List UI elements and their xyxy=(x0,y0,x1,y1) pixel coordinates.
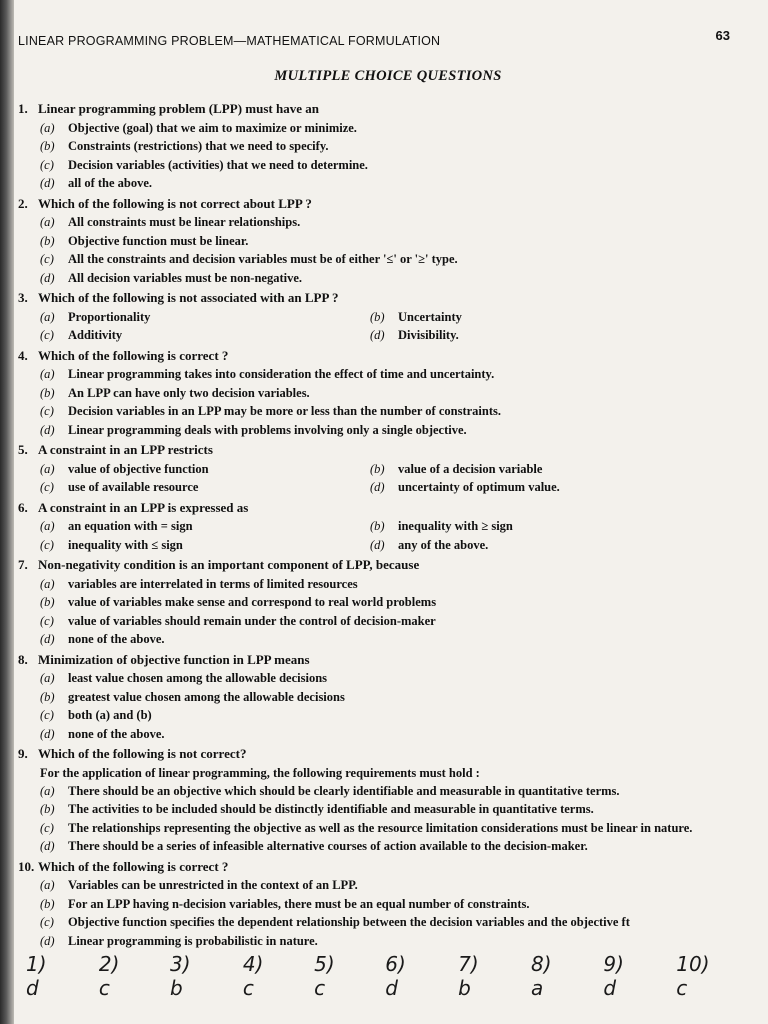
question-8 xyxy=(18,651,738,744)
option-text: All the constraints and decision variables must be of either '≤' or '≥' type. xyxy=(68,252,458,266)
option xyxy=(40,269,738,288)
question-number: 7. xyxy=(18,557,28,572)
question-list xyxy=(18,100,738,952)
option-letter: (c) xyxy=(40,252,54,266)
option xyxy=(40,174,738,193)
option-letter: (a) xyxy=(40,120,55,135)
option-text: All constraints must be linear relationships. xyxy=(68,215,301,229)
option xyxy=(40,837,738,856)
option-letter: (b) xyxy=(40,233,55,248)
question-text: Which of the following is correct ? xyxy=(38,858,229,874)
handwritten-answer: 5) c xyxy=(314,952,335,1000)
option-text: Uncertainty xyxy=(398,309,462,324)
running-head: LINEAR PROGRAMMING PROBLEM—MATHEMATICAL FORMULATION xyxy=(18,34,441,48)
handwritten-answer: 7) b xyxy=(458,952,479,1000)
option xyxy=(40,213,738,232)
option xyxy=(40,895,738,914)
option-letter: (b) xyxy=(40,385,55,400)
question-text: Minimization of objective function in LPP means xyxy=(38,651,310,667)
handwritten-answer: 9) d xyxy=(603,952,624,1000)
option xyxy=(370,478,700,497)
option-text: inequality with ≤ sign xyxy=(68,537,183,552)
question-number: 10. xyxy=(18,858,35,874)
options xyxy=(18,669,738,743)
option-text: Decision variables in an LPP may be more or less than the number of constraints. xyxy=(68,404,501,418)
option-letter: (d) xyxy=(40,726,55,741)
option-text: least value chosen among the allowable decisions xyxy=(68,671,328,685)
option xyxy=(40,725,738,744)
question-2 xyxy=(18,195,738,288)
option-letter: (c) xyxy=(40,404,54,418)
option-text: none of the above. xyxy=(68,726,165,741)
option-text: An LPP can have only two decision variables. xyxy=(68,385,310,400)
question-3 xyxy=(18,289,738,345)
option xyxy=(370,536,700,555)
option-text: an equation with = sign xyxy=(68,519,193,533)
options xyxy=(18,308,738,345)
option-letter: (a) xyxy=(40,519,55,533)
option xyxy=(40,669,738,688)
option-letter: (b) xyxy=(370,309,385,324)
handwritten-answer: 6) d xyxy=(385,952,406,1000)
handwritten-answer: 3) b xyxy=(170,952,191,1000)
question-text: Which of the following is not associated with an LPP ? xyxy=(38,290,339,305)
question-7 xyxy=(18,556,738,649)
option-letter: (c) xyxy=(40,537,54,552)
option-text: inequality with ≥ sign xyxy=(398,519,513,533)
option xyxy=(40,876,738,895)
section-title: MULTIPLE CHOICE QUESTIONS xyxy=(274,68,502,84)
option-text: value of variables should remain under the control of decision-maker xyxy=(68,613,436,628)
option-text: Proportionality xyxy=(68,309,151,324)
option-letter: (b) xyxy=(40,689,55,704)
handwritten-answer: 2) c xyxy=(98,952,120,1000)
question-1 xyxy=(18,100,738,193)
option xyxy=(40,630,738,649)
question-text: Which of the following is correct ? xyxy=(38,347,229,363)
option-letter: (a) xyxy=(40,878,55,892)
question-6 xyxy=(18,499,738,555)
handwritten-answer: 10) c xyxy=(676,952,710,1000)
option-text: Linear programming deals with problems involving only a single objective. xyxy=(68,422,467,437)
option-letter: (c) xyxy=(40,915,54,929)
option-text: There should be an objective which should be clearly identifiable and measurable in quantitative terms. xyxy=(68,783,620,798)
question-text: A constraint in an LPP restricts xyxy=(38,442,213,457)
question-text: A constraint in an LPP is expressed as xyxy=(38,499,249,515)
option-letter: (d) xyxy=(370,537,385,552)
question-text: Linear programming problem (LPP) must have an xyxy=(38,101,319,116)
question-number: 4. xyxy=(18,347,28,363)
options xyxy=(18,782,738,856)
option-letter: (d) xyxy=(370,480,385,494)
option xyxy=(370,517,700,536)
option-text: Constraints (restrictions) that we need to specify. xyxy=(68,139,329,153)
question-9 xyxy=(18,745,738,856)
option xyxy=(40,913,738,932)
question-text: Which of the following is not correct about LPP ? xyxy=(38,195,312,211)
option-letter: (b) xyxy=(40,896,55,911)
option-text: value of objective function xyxy=(68,461,209,476)
option xyxy=(40,384,738,403)
option-letter: (a) xyxy=(40,367,55,381)
option xyxy=(370,326,700,345)
option-text: All decision variables must be non-negative. xyxy=(68,270,303,285)
option-text: Additivity xyxy=(68,328,123,342)
option-text: value of a decision variable xyxy=(398,461,543,476)
book-page xyxy=(18,0,758,1024)
question-intro: For the application of linear programming, the following requirements must hold : xyxy=(40,765,480,780)
options xyxy=(18,517,738,554)
option xyxy=(40,612,738,631)
option-text: Variables can be unrestricted in the context of an LPP. xyxy=(68,878,358,892)
option xyxy=(370,460,700,479)
option-text: Divisibility. xyxy=(398,328,459,342)
option xyxy=(40,308,370,327)
option xyxy=(370,308,700,327)
question-number: 9. xyxy=(18,746,28,761)
question-4 xyxy=(18,347,738,440)
option xyxy=(40,932,738,951)
options xyxy=(18,876,738,950)
option-text: greatest value chosen among the allowable decisions xyxy=(68,689,345,704)
option xyxy=(40,402,738,421)
option xyxy=(40,232,738,251)
handwritten-answer: 1) d xyxy=(26,952,47,1000)
option xyxy=(40,593,738,612)
options xyxy=(18,365,738,439)
option xyxy=(40,575,738,594)
option-letter: (d) xyxy=(40,422,55,437)
option-text: variables are interrelated in terms of limited resources xyxy=(68,576,358,591)
option-text: any of the above. xyxy=(398,537,489,552)
option-text: use of available resource xyxy=(68,480,199,494)
options xyxy=(18,575,738,649)
option-letter: (a) xyxy=(40,783,55,798)
option-letter: (a) xyxy=(40,671,55,685)
option-text: The activities to be included should be distinctly identifiable and measurable in quantitative terms. xyxy=(68,802,594,816)
option xyxy=(40,421,738,440)
option-text: Objective function must be linear. xyxy=(68,233,249,248)
option-letter: (d) xyxy=(40,176,55,190)
option-letter: (b) xyxy=(40,595,55,609)
question-number: 6. xyxy=(18,499,28,515)
option xyxy=(40,706,738,725)
option-letter: (b) xyxy=(370,519,385,533)
option-text: both (a) and (b) xyxy=(68,708,152,722)
option-letter: (c) xyxy=(40,613,54,628)
question-number: 1. xyxy=(18,101,28,116)
option-text: For an LPP having n-decision variables, there must be an equal number of constraints. xyxy=(68,896,530,911)
option-letter: (b) xyxy=(40,802,55,816)
option-letter: (c) xyxy=(40,480,54,494)
option xyxy=(40,156,738,175)
option-text: Objective function specifies the dependent relationship between the decision variables and the objective ft xyxy=(68,915,630,929)
option-text: none of the above. xyxy=(68,632,165,646)
option xyxy=(40,326,370,345)
option-letter: (c) xyxy=(40,708,54,722)
option xyxy=(40,365,738,384)
option-text: Linear programming takes into consideration the effect of time and uncertainty. xyxy=(68,367,495,381)
option xyxy=(40,536,370,555)
question-number: 3. xyxy=(18,290,28,305)
question-text: Non-negativity condition is an important component of LPP, because xyxy=(38,557,420,572)
option-text: There should be a series of infeasible alternative courses of action available to the decision-maker. xyxy=(68,839,588,853)
option-text: uncertainty of optimum value. xyxy=(398,480,560,494)
option xyxy=(40,250,738,269)
option xyxy=(40,460,370,479)
option-text: Objective (goal) that we aim to maximize or minimize. xyxy=(68,120,357,135)
option-text: The relationships representing the objective as well as the resource limitation considerations must be linear in nature. xyxy=(68,820,693,835)
option xyxy=(40,137,738,156)
question-number: 2. xyxy=(18,195,28,211)
handwritten-answers xyxy=(26,952,726,1000)
page-number: 63 xyxy=(715,28,730,43)
option-letter: (c) xyxy=(40,328,54,342)
handwritten-answer: 8) a xyxy=(531,952,552,1000)
option-letter: (c) xyxy=(40,157,54,172)
option-letter: (a) xyxy=(40,576,55,591)
option-text: value of variables make sense and correspond to real world problems xyxy=(68,595,437,609)
option-letter: (c) xyxy=(40,820,54,835)
option-letter: (d) xyxy=(40,933,55,948)
question-number: 8. xyxy=(18,651,28,667)
options xyxy=(18,213,738,287)
option-letter: (d) xyxy=(370,328,385,342)
option xyxy=(40,119,738,138)
option-letter: (d) xyxy=(40,270,55,285)
option xyxy=(40,517,370,536)
option-letter: (d) xyxy=(40,839,55,853)
option xyxy=(40,782,738,801)
options xyxy=(18,460,738,497)
handwritten-answer: 4) c xyxy=(242,952,264,1000)
question-10 xyxy=(18,858,738,951)
option xyxy=(40,478,370,497)
option xyxy=(40,800,738,819)
question-5 xyxy=(18,441,738,497)
option-text: all of the above. xyxy=(68,176,153,190)
option-letter: (d) xyxy=(40,632,55,646)
option-letter: (a) xyxy=(40,461,55,476)
option-text: Linear programming is probabilistic in nature. xyxy=(68,933,318,948)
options xyxy=(18,119,738,193)
option-text: Decision variables (activities) that we need to determine. xyxy=(68,157,368,172)
question-text: Which of the following is not correct? xyxy=(38,746,247,761)
question-number: 5. xyxy=(18,442,28,457)
book-spine-shadow xyxy=(0,0,14,1024)
option-letter: (b) xyxy=(370,461,385,476)
option-letter: (a) xyxy=(40,309,55,324)
option xyxy=(40,819,738,838)
option-letter: (b) xyxy=(40,139,55,153)
option xyxy=(40,688,738,707)
option-letter: (a) xyxy=(40,215,55,229)
